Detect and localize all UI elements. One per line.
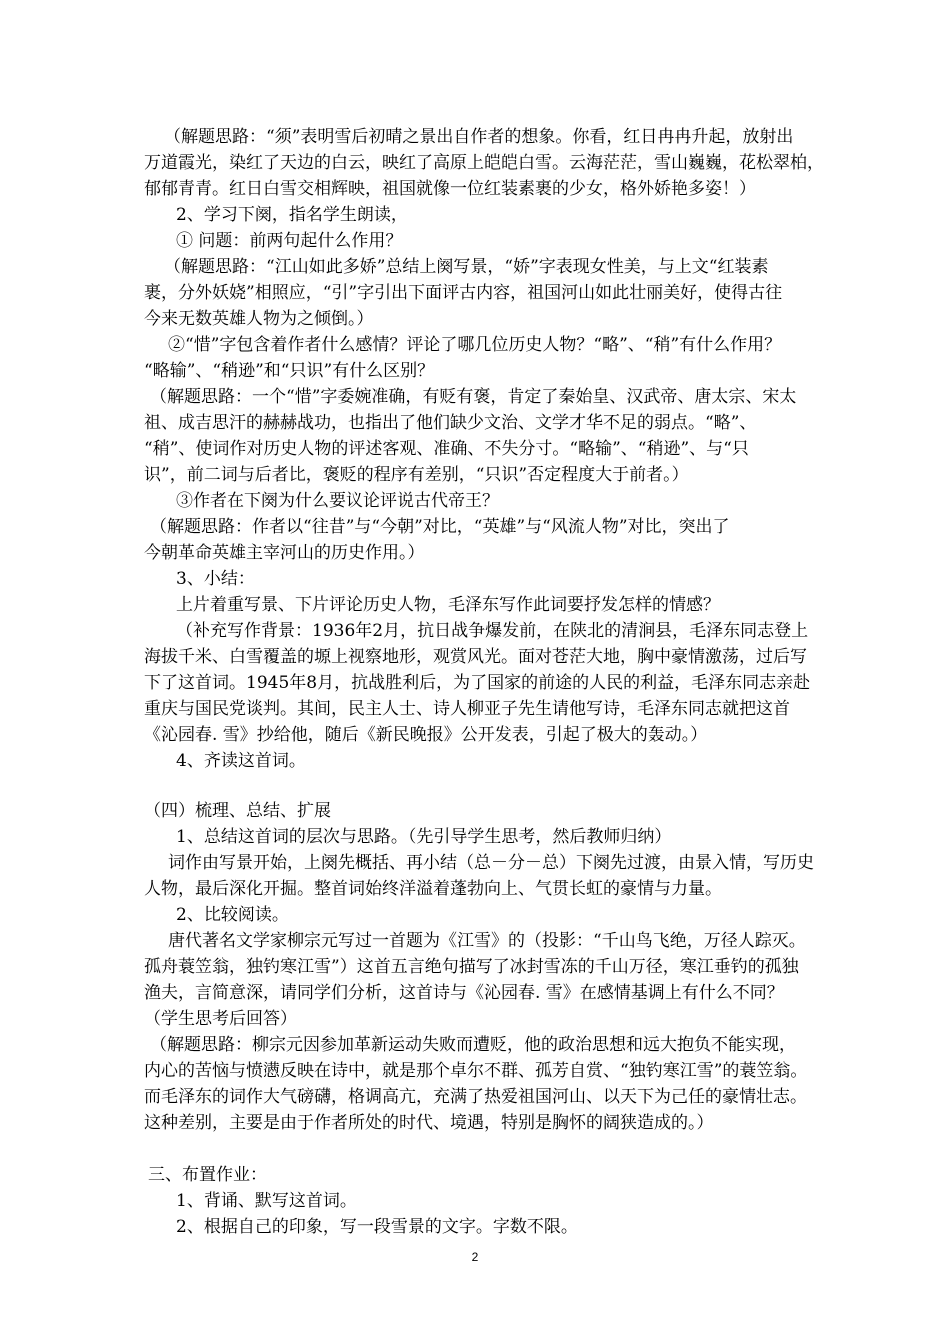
text-line: 2、根据自己的印象，写一段雪景的文字。字数不限。 <box>176 1217 578 1237</box>
text-line: 人物，最后深化开掘。整首词始终洋溢着蓬勃向上、气贯长虹的豪情与力量。 <box>144 879 722 899</box>
section-heading: 三、布置作业： <box>148 1165 267 1185</box>
text-line: 万道霞光，染红了天边的白云，映红了高原上皑皑白雪。云海茫茫，雪山巍巍，花松翠柏， <box>144 153 824 173</box>
text-line: 今朝革命英雄主宰河山的历史作用。） <box>144 543 425 563</box>
text-line: 《沁园春. 雪》抄给他，随后《新民晚报》公开发表，引起了极大的轰动。） <box>144 725 708 745</box>
text-line: 海拔千米、白雪覆盖的塬上视察地形，观赏风光。面对苍茫大地，胸中豪情激荡，过后写 <box>144 647 807 667</box>
text-line: 2、比较阅读。 <box>176 905 289 925</box>
text-line: ① 问题：前两句起什么作用？ <box>176 231 403 251</box>
text-line: （解题思路：一个“惜”字委婉准确，有贬有褒，肯定了秦始皇、汉武帝、唐太宗、宋太 <box>150 387 797 407</box>
text-line: 郁郁青青。红日白雪交相辉映，祖国就像一位红装素裹的少女，格外娇艳多姿！） <box>144 179 756 199</box>
text-line: 1、背诵、默写这首词。 <box>176 1191 357 1211</box>
text-line: 1、总结这首词的层次与思路。（先引导学生思考，然后教师归纳） <box>176 827 672 847</box>
text-line: 上片着重写景、下片评论历史人物，毛泽东写作此词要抒发怎样的情感？ <box>176 595 720 615</box>
text-line: （解题思路：作者以“往昔”与“今朝”对比，“英雄”与“风流人物”对比，突出了 <box>150 517 730 537</box>
page-number: 2 <box>471 1250 479 1264</box>
text-line: 3、小结： <box>176 569 255 589</box>
text-line: 4、齐读这首词。 <box>176 751 306 771</box>
text-line: 内心的苦恼与愤懑反映在诗中，就是那个卓尔不群、孤芳自赏、“独钓寒江雪”的蓑笠翁。 <box>144 1061 808 1081</box>
text-line: 裹，分外妖娆”相照应，“引”字引出下面评古内容，祖国河山如此壮丽美好，使得古往 <box>144 283 783 303</box>
text-line: （学生思考后回答） <box>144 1009 297 1029</box>
text-line: 重庆与国民党谈判。其间，民主人士、诗人柳亚子先生请他写诗，毛泽东同志就把这首 <box>144 699 790 719</box>
text-line: ②“惜”字包含着作者什么感情？评论了哪几位历史人物？“略”、“稍”有什么作用？ <box>168 335 782 355</box>
text-line: 词作由写景开始，上阕先概括、再小结（总－分－总）下阕先过渡，由景入情，写历史 <box>168 853 814 873</box>
text-line: （解题思路：柳宗元因参加革新运动失败而遭贬，他的政治思想和远大抱负不能实现， <box>150 1035 796 1055</box>
text-line: 识”，前二词与后者比，褒贬的程序有差别，“只识”否定程度大于前者。） <box>144 465 689 485</box>
text-line: “稍”、使词作对历史人物的评述客观、准确、不失分寸。“略输”、“稍逊”、与“只 <box>144 439 749 459</box>
text-line: “略输”、“稍逊”和“只识”有什么区别？ <box>144 361 435 381</box>
text-line: 2、学习下阕，指名学生朗读， <box>176 205 408 225</box>
text-line: 而毛泽东的词作大气磅礴，格调高亢，充满了热爱祖国河山、以天下为己任的豪情壮志。 <box>144 1087 807 1107</box>
text-line: （解题思路：“江山如此多娇”总结上阕写景，“娇”字表现女性美，与上文“红装素 <box>164 257 769 277</box>
text-line: ③作者在下阕为什么要议论评说古代帝王？ <box>176 491 499 511</box>
text-line: 今来无数英雄人物为之倾倒。） <box>144 309 374 329</box>
text-line: 下了这首词。1945年8月，抗战胜利后，为了国家的前途的人民的利益，毛泽东同志亲赴 <box>144 673 811 693</box>
text-line: （补充写作背景：1936年2月，抗日战争爆发前，在陕北的清涧县，毛泽东同志登上 <box>176 621 809 641</box>
text-line: （解题思路：“须”表明雪后初晴之景出自作者的想象。你看，红日冉冉升起，放射出 <box>164 127 794 147</box>
text-line: 祖、成吉思汗的赫赫战功，也指出了他们缺少文治、文学才华不足的弱点。“略”、 <box>144 413 757 433</box>
text-line: 孤舟蓑笠翁，独钓寒江雪”）这首五言绝句描写了冰封雪冻的千山万径，寒江垂钓的孤独 <box>144 957 799 977</box>
text-line: 这种差别，主要是由于作者所处的时代、境遇，特别是胸怀的阔狭造成的。） <box>144 1113 714 1133</box>
section-heading: （四）梳理、总结、扩展 <box>144 801 331 821</box>
text-line: 唐代著名文学家柳宗元写过一首题为《江雪》的（投影：“千山鸟飞绝，万径人踪灭。 <box>168 931 806 951</box>
text-line: 渔夫，言简意深，请同学们分析，这首诗与《沁园春. 雪》在感情基调上有什么不同？ <box>144 983 784 1003</box>
